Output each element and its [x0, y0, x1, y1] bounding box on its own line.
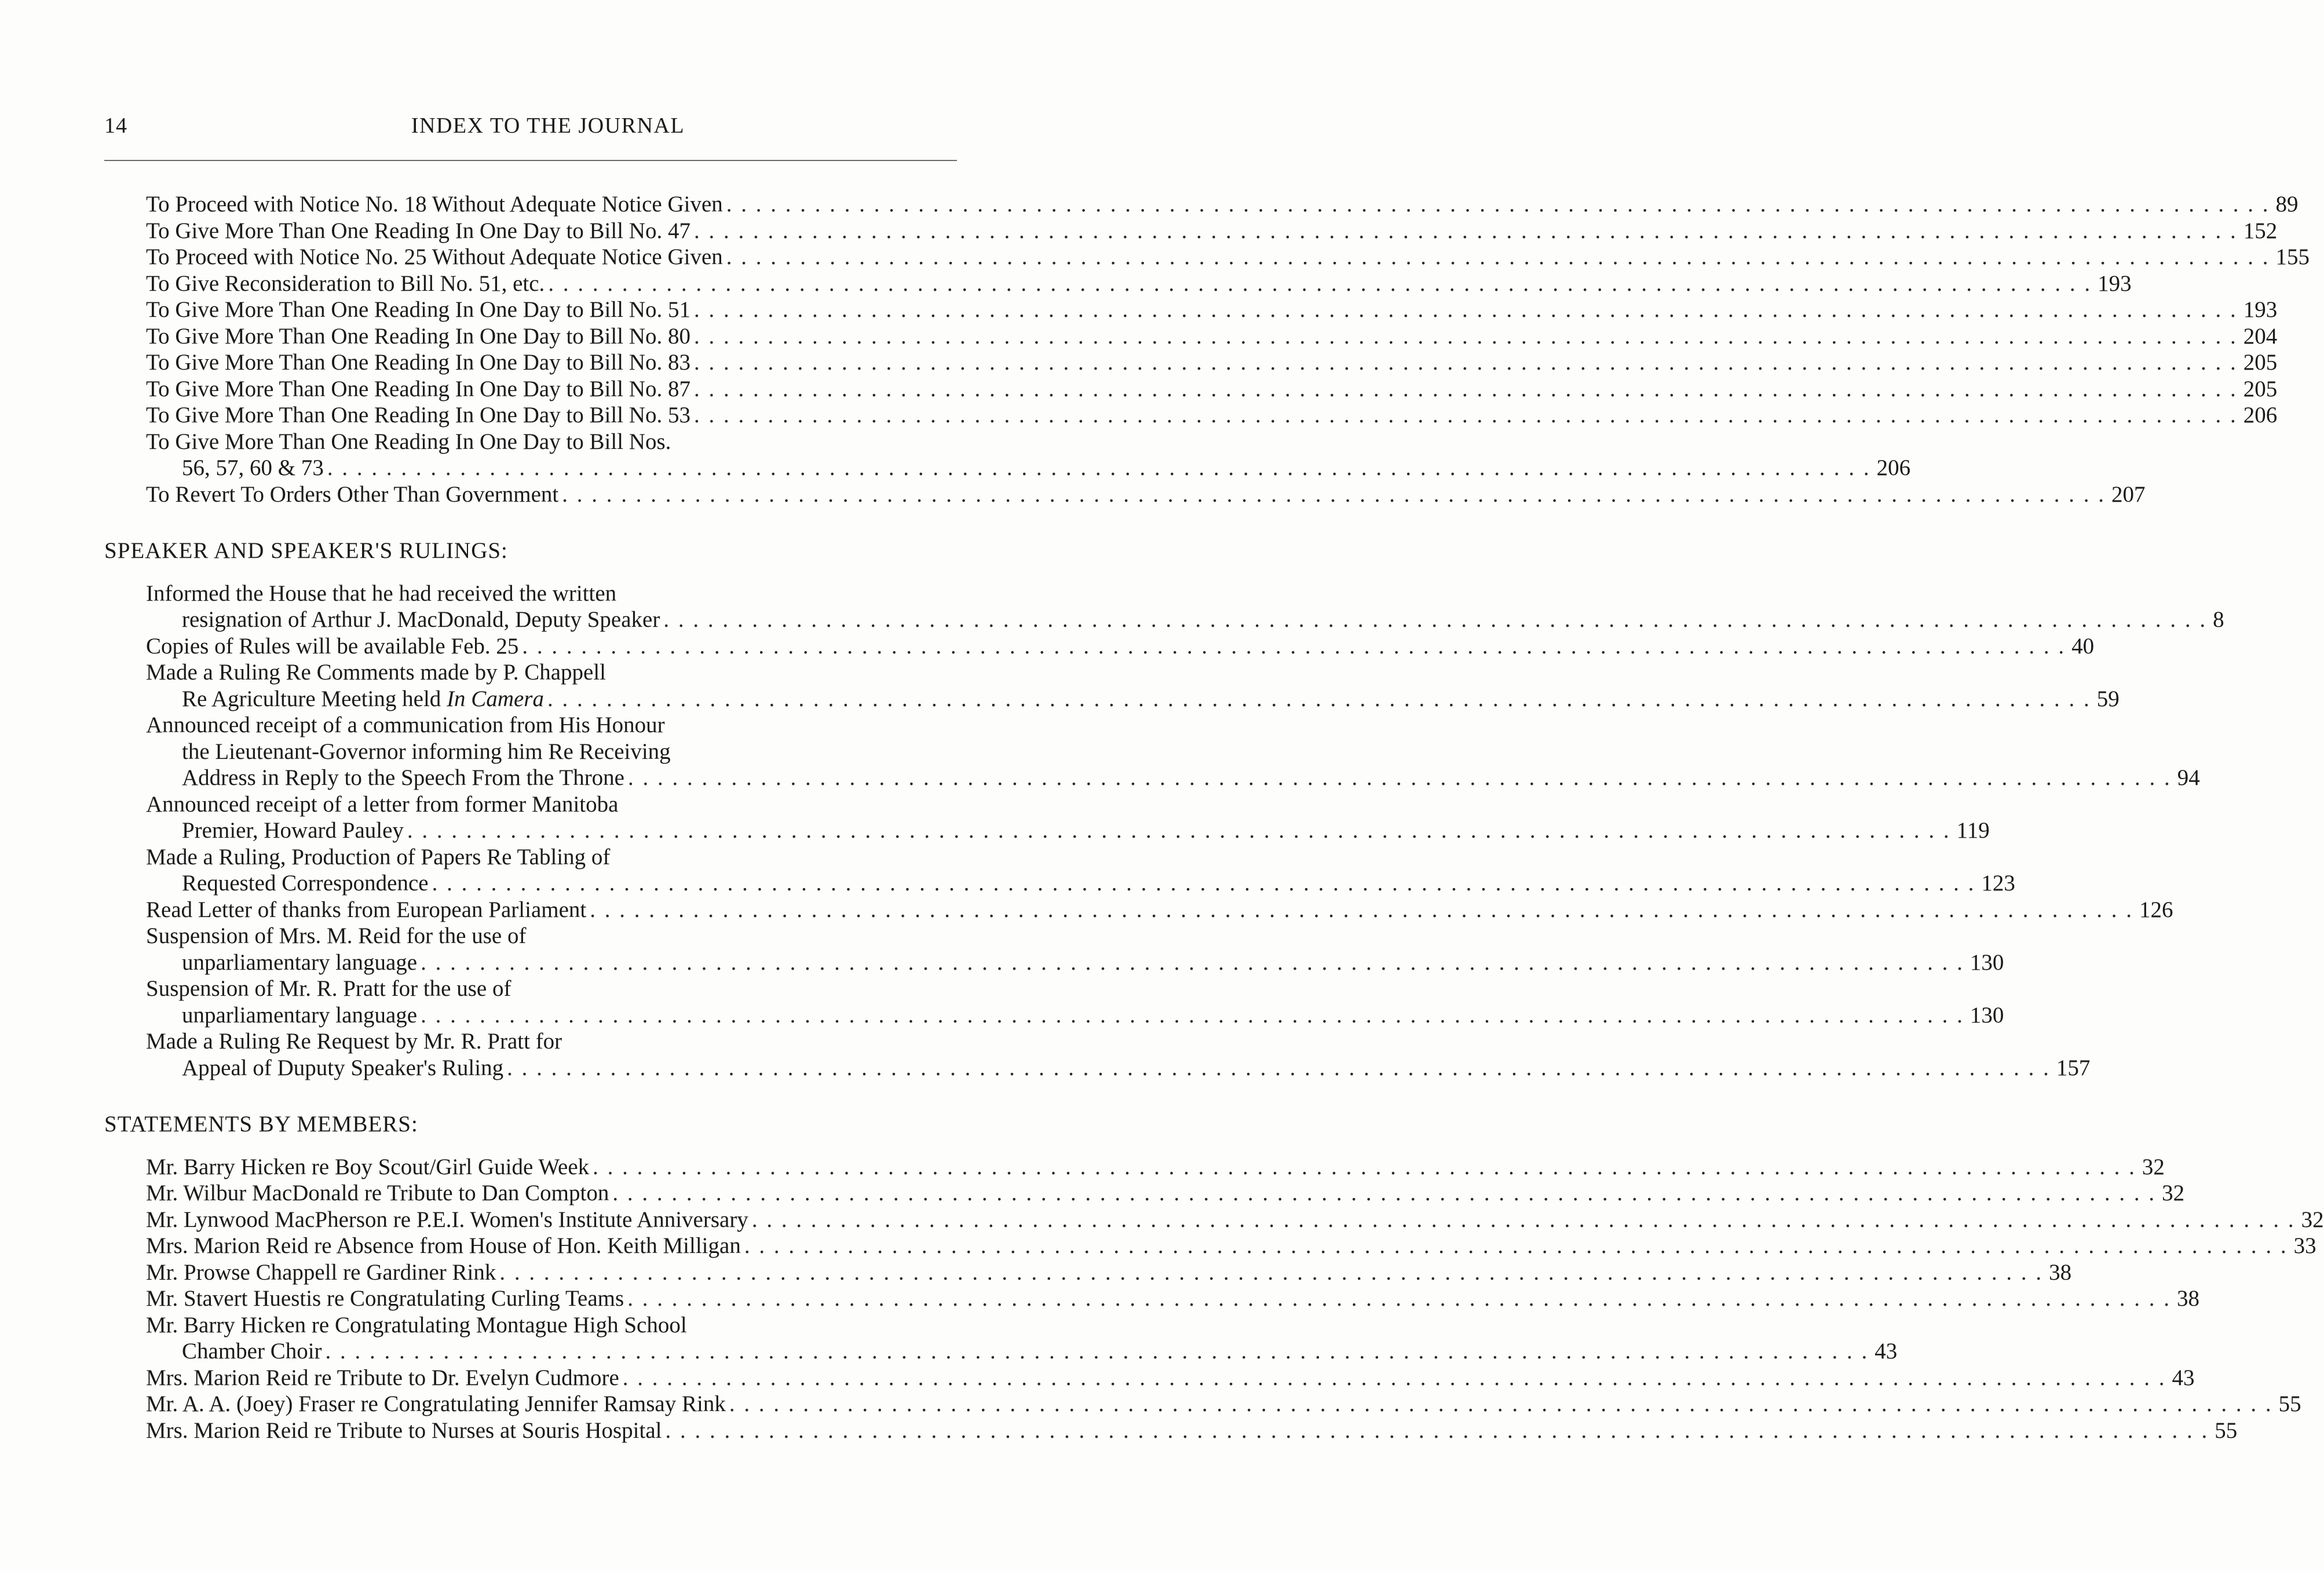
section-heading: SPEAKER AND SPEAKER'S RULINGS:: [104, 538, 508, 563]
index-entry: [104, 1207, 2324, 1233]
index-section: [104, 1111, 2324, 1444]
index-content: [104, 191, 2324, 1474]
entry-text: Announced receipt of a letter from former Manitoba: [146, 791, 619, 817]
entry-text: Re Agriculture Meeting held: [182, 686, 447, 711]
index-entry: [104, 923, 2004, 976]
dot-leader: [421, 950, 1964, 975]
page-reference: 126: [2139, 897, 2173, 922]
running-title: INDEX TO THE JOURNAL: [411, 114, 685, 138]
dot-leader: [548, 271, 2092, 296]
index-entry: [104, 191, 2299, 218]
index-entry: [104, 349, 2278, 376]
page-reference: 55: [2215, 1417, 2238, 1443]
page-reference: 8: [2213, 607, 2224, 632]
index-entry: [104, 1028, 2091, 1081]
index-entry: [104, 1417, 2238, 1444]
page-reference: 157: [2056, 1055, 2091, 1080]
index-entry: [104, 297, 2278, 323]
page-reference: 152: [2243, 218, 2278, 243]
dot-leader: [752, 1207, 2296, 1232]
entry-text: To Give More Than One Reading In One Day to Bill No. 87: [146, 376, 690, 401]
entry-text: Premier, Howard Pauley: [182, 818, 404, 843]
index-entry: [104, 976, 2004, 1028]
dot-leader: [593, 1154, 2136, 1179]
page-number: 14: [104, 114, 127, 138]
entry-text: Mrs. Marion Reid re Tribute to Nurses at Souris Hospital: [146, 1417, 662, 1443]
entry-text: To Give More Than One Reading In One Day to Bill No. 53: [146, 403, 690, 428]
dot-leader: [694, 324, 2238, 349]
index-section: [104, 538, 2224, 1081]
index-entry: [104, 844, 2015, 897]
entry-text: To Give Reconsideration to Bill No. 51, etc.: [146, 271, 545, 296]
index-entry: [104, 244, 2310, 271]
entry-text: To Give More Than One Reading In One Day to Bill Nos.: [146, 429, 671, 454]
page-reference: 32: [2162, 1181, 2185, 1205]
dot-leader: [432, 871, 1976, 896]
entry-text: Informed the House that he had received the written: [146, 580, 617, 606]
page-reference: 33: [2293, 1233, 2316, 1258]
entry-text: unparliamentary language: [182, 1002, 418, 1028]
index-entry: [104, 580, 2224, 633]
entry-text: Address in Reply to the Speech From the Throne: [182, 765, 624, 790]
dot-leader: [694, 218, 2238, 243]
entry-text: Mr. A. A. (Joey) Fraser re Congratulating Jennifer Ramsay Rink: [146, 1391, 726, 1416]
page-reference: 94: [2177, 765, 2200, 790]
page-reference: 206: [2243, 403, 2278, 428]
entry-text: Mr. Lynwood MacPherson re P.E.I. Women's Institute Anniversary: [146, 1207, 748, 1232]
page-reference: 119: [1956, 818, 1990, 843]
page-reference: 43: [2172, 1365, 2195, 1390]
index-entry: [104, 1233, 2316, 1259]
page-reference: 38: [2049, 1259, 2072, 1285]
index-entry: [104, 376, 2278, 403]
dot-leader: [612, 1181, 2156, 1205]
index-entry: [104, 897, 2173, 923]
dot-leader: [327, 455, 1871, 480]
section-heading: STATEMENTS BY MEMBERS:: [104, 1112, 418, 1137]
dot-leader: [726, 244, 2270, 269]
dot-leader: [623, 1365, 2166, 1390]
entry-text: Mr. Prowse Chappell re Gardiner Rink: [146, 1259, 496, 1285]
dot-leader: [694, 350, 2238, 375]
page-reference: 206: [1876, 455, 1911, 480]
entry-text: Appeal of Duputy Speaker's Ruling: [182, 1055, 504, 1080]
dot-leader: [522, 634, 2066, 659]
entry-text: Mr. Barry Hicken re Boy Scout/Girl Guide Week: [146, 1154, 590, 1179]
index-entry: [104, 218, 2278, 244]
index-entry: [104, 1154, 2165, 1181]
entry-text: Copies of Rules will be available Feb. 25: [146, 633, 519, 659]
entry-text: 56, 57, 60 & 73: [182, 455, 324, 480]
page-reference: 193: [2098, 271, 2132, 296]
dot-leader: [507, 1055, 2051, 1080]
dot-leader: [726, 192, 2270, 217]
page-reference: 205: [2243, 376, 2278, 401]
entry-text: Suspension of Mr. R. Pratt for the use of: [146, 976, 511, 1001]
entry-text: To Proceed with Notice No. 18 Without Adequate Notice Given: [146, 192, 723, 217]
dot-leader: [627, 1286, 2171, 1311]
index-entry: [104, 323, 2278, 350]
entry-text: Made a Ruling, Production of Papers Re Tabling of: [146, 844, 611, 869]
dot-leader: [628, 765, 2172, 790]
entry-text: Mr. Stavert Huestis re Congratulating Curling Teams: [146, 1286, 624, 1311]
index-section: [104, 191, 2310, 507]
entry-text: Announced receipt of a communication from His Honour: [146, 713, 665, 737]
entry-text: Requested Correspondence: [182, 871, 429, 896]
entry-text: To Give More Than One Reading In One Day to Bill No. 80: [146, 323, 690, 349]
page-reference: 155: [2275, 244, 2310, 269]
dot-leader: [562, 482, 2106, 507]
entry-text: Mr. Wilbur MacDonald re Tribute to Dan Compton: [146, 1181, 609, 1205]
entry-text: resignation of Arthur J. MacDonald, Deputy Speaker: [182, 607, 660, 632]
entry-text: To Proceed with Notice No. 25 Without Adequate Notice Given: [146, 244, 723, 269]
dot-leader: [547, 686, 2091, 711]
index-entry: [104, 712, 2200, 791]
dot-leader: [744, 1233, 2288, 1258]
dot-leader: [326, 1339, 1869, 1364]
dot-leader: [499, 1260, 2043, 1285]
page-reference: 59: [2096, 686, 2120, 711]
page-reference: 55: [2278, 1391, 2301, 1416]
entry-text: the Lieutenant-Governor informing him Re Receiving: [182, 739, 671, 764]
page-reference: 32: [2301, 1207, 2324, 1232]
page-reference: 193: [2243, 297, 2278, 322]
index-entry: [104, 271, 2132, 297]
page-reference: 123: [1981, 871, 2015, 896]
index-entry: [104, 1285, 2199, 1312]
page-reference: 130: [1969, 949, 2004, 975]
index-entry: [104, 1365, 2195, 1391]
dot-leader: [407, 818, 1951, 843]
entry-text: To Revert To Orders Other Than Government: [146, 481, 559, 507]
dot-leader: [694, 297, 2238, 322]
entry-text: Mrs. Marion Reid re Tribute to Dr. Evelyn Cudmore: [146, 1365, 619, 1390]
entry-text: Made a Ruling Re Request by Mr. R. Pratt for: [146, 1029, 562, 1054]
index-entry: [104, 1180, 2185, 1207]
entry-text: Mr. Barry Hicken re Congratulating Montague High School: [146, 1312, 687, 1338]
page-reference: 43: [1874, 1339, 1898, 1364]
index-entry: [104, 1312, 1898, 1365]
page-reference: 89: [2275, 192, 2299, 217]
entry-text: Made a Ruling Re Comments made by P. Chappell: [146, 660, 606, 685]
dot-leader: [590, 897, 2133, 922]
page-reference: 38: [2176, 1286, 2199, 1311]
page-reference: 207: [2111, 481, 2146, 507]
entry-text: Mrs. Marion Reid re Absence from House of Hon. Keith Milligan: [146, 1233, 741, 1258]
entry-text: Chamber Choir: [182, 1339, 322, 1364]
page-reference: 204: [2243, 323, 2278, 349]
index-entry: [104, 402, 2278, 429]
entry-text: unparliamentary language: [182, 949, 418, 975]
entry-text: Read Letter of thanks from European Parliament: [146, 897, 587, 922]
index-entry: [104, 1391, 2301, 1417]
index-entry: [104, 429, 1911, 481]
dot-leader: [665, 1418, 2209, 1443]
dot-leader: [421, 1003, 1964, 1028]
index-entry: [104, 481, 2146, 508]
entry-text: Suspension of Mrs. M. Reid for the use of: [146, 923, 527, 948]
page-header: [104, 113, 957, 148]
entry-text: To Give More Than One Reading In One Day to Bill No. 47: [146, 218, 690, 243]
index-entry: [104, 633, 2095, 660]
dot-leader: [694, 403, 2238, 428]
dot-leader: [729, 1391, 2273, 1416]
entry-text: To Give More Than One Reading In One Day to Bill No. 83: [146, 350, 690, 375]
header-rule: [104, 160, 957, 161]
index-entry: [104, 659, 2120, 712]
entry-italic-text: In Camera: [447, 686, 544, 711]
index-entry: [104, 791, 1990, 844]
page-reference: 32: [2142, 1154, 2165, 1179]
page-reference: 130: [1969, 1002, 2004, 1028]
page-reference: 205: [2243, 350, 2278, 375]
page-reference: 40: [2071, 633, 2095, 659]
index-entry: [104, 1259, 2072, 1286]
entry-text: To Give More Than One Reading In One Day to Bill No. 51: [146, 297, 690, 322]
dot-leader: [694, 377, 2238, 401]
dot-leader: [663, 607, 2207, 632]
